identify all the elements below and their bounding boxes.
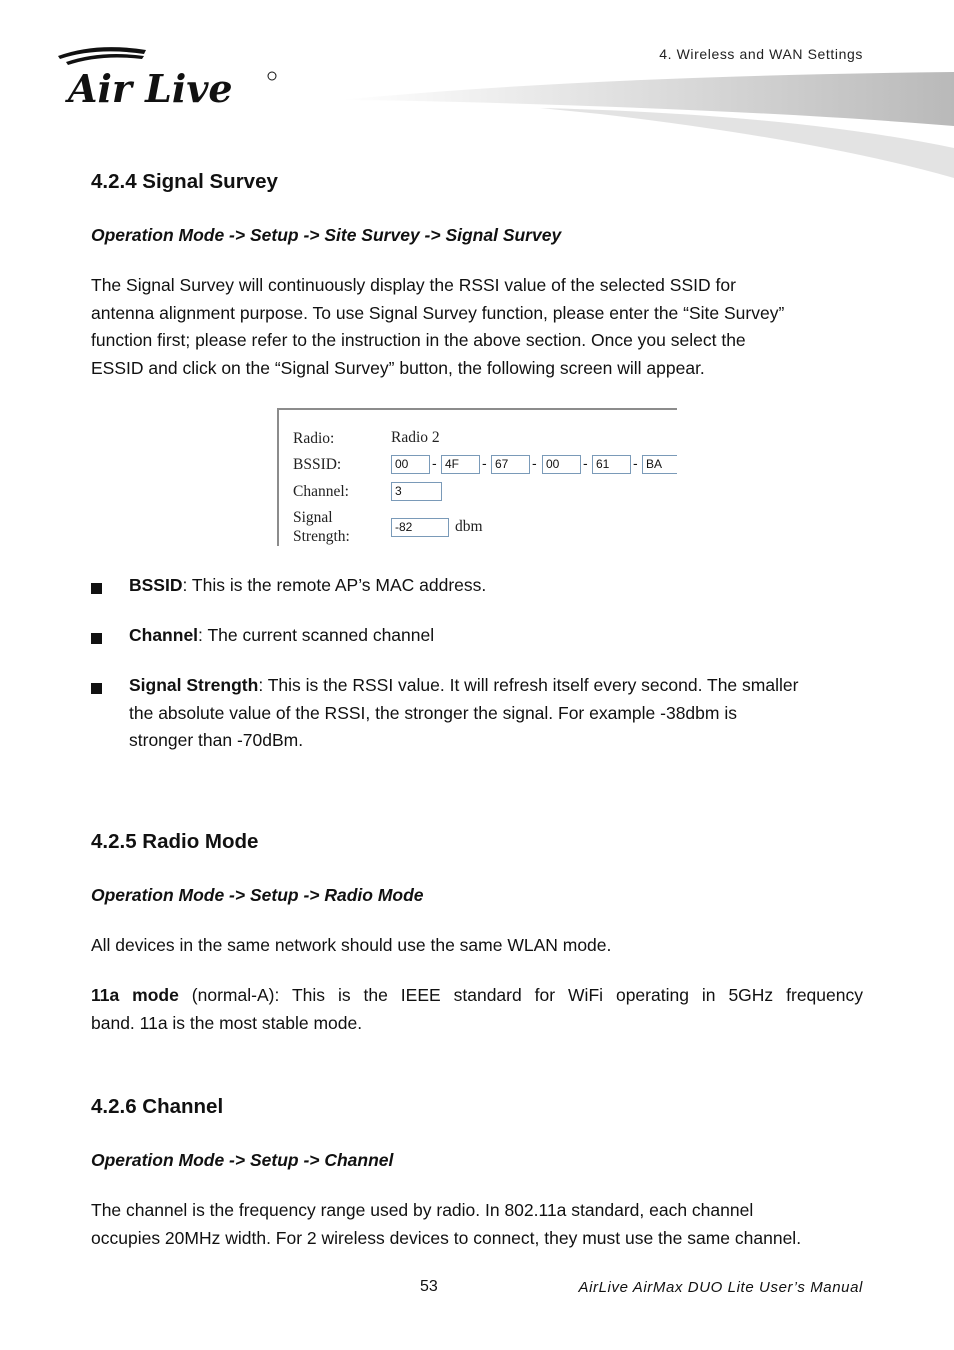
- paragraph-line: The channel is the frequency range used by radio. In 802.11a standard, each channel: [91, 1200, 754, 1220]
- mode-term: 11a mode: [91, 985, 179, 1005]
- bssid-separator: -: [583, 455, 588, 471]
- radio-mode-intro: All devices in the same network should use the same WLAN mode.: [91, 935, 612, 955]
- bullet-marker: [91, 625, 105, 649]
- bullet-desc: : This is the remote AP’s MAC address.: [182, 575, 487, 595]
- nav-path-signal-survey: Operation Mode -> Setup -> Site Survey -> Signal Survey: [91, 225, 562, 245]
- paragraph-line: The Signal Survey will continuously display the RSSI value of the selected SSID for: [91, 275, 736, 295]
- bssid-separator: -: [482, 455, 487, 471]
- page-number: 53: [420, 1278, 438, 1295]
- paragraph-line: function first; please refer to the instruction in the above section. Once you select the: [91, 330, 746, 350]
- signal-survey-paragraph: [91, 272, 869, 382]
- bssid-separator: -: [633, 455, 638, 471]
- bullet-marker: [91, 675, 105, 699]
- mode-desc: (normal-A): This is the IEEE standard for WiFi operating in 5GHz frequency: [178, 985, 863, 1005]
- bssid-field-4[interactable]: 00: [542, 455, 581, 474]
- manual-title: AirLive AirMax DUO Lite User’s Manual: [578, 1279, 863, 1296]
- bssid-field-5[interactable]: 61: [592, 455, 631, 474]
- nav-path-radio-mode: Operation Mode -> Setup -> Radio Mode: [91, 885, 424, 905]
- bullet-term: BSSID: [129, 575, 183, 595]
- bullet-desc: stronger than -70dBm.: [129, 730, 304, 750]
- signal-label-line2: Strength:: [293, 528, 350, 545]
- paragraph-line: ESSID and click on the “Signal Survey” button, the following screen will appear.: [91, 357, 705, 378]
- section-title-4-2-6: 4.2.6 Channel: [91, 1095, 224, 1118]
- bullet-desc: : The current scanned channel: [198, 625, 435, 645]
- bullet-term: Channel: [129, 625, 199, 645]
- channel-paragraph: [91, 1197, 881, 1252]
- section-title-4-2-5: 4.2.5 Radio Mode: [91, 830, 259, 853]
- airlive-logo: [56, 42, 286, 108]
- mode-desc: band. 11a is the most stable mode.: [91, 1012, 363, 1033]
- radio-label: Radio:: [293, 430, 335, 447]
- chapter-heading: 4. Wireless and WAN Settings: [659, 46, 863, 62]
- nav-path-channel: Operation Mode -> Setup -> Channel: [91, 1150, 394, 1170]
- bullet-bssid: [129, 572, 869, 600]
- channel-field[interactable]: 3: [391, 482, 442, 501]
- bssid-field-1[interactable]: 00: [391, 455, 430, 474]
- radio-value: Radio 2: [391, 429, 440, 446]
- bullet-channel: [129, 622, 869, 650]
- paragraph-line: occupies 20MHz width. For 2 wireless devices to connect, they must use the same channel.: [91, 1227, 802, 1248]
- bullet-desc: : This is the RSSI value. It will refresh itself every second. The smaller: [258, 675, 799, 695]
- bullet-signal-strength: [129, 672, 869, 755]
- bssid-label: BSSID:: [293, 456, 342, 473]
- bssid-field-2[interactable]: 4F: [441, 455, 480, 474]
- signal-survey-screenshot: [277, 408, 677, 546]
- bssid-field-3[interactable]: 67: [491, 455, 530, 474]
- signal-strength-field[interactable]: -82: [391, 518, 449, 537]
- signal-label-line1: Signal: [293, 509, 333, 526]
- bssid-separator: -: [432, 455, 437, 471]
- signal-unit: dbm: [455, 518, 483, 535]
- bullet-marker: [91, 575, 105, 599]
- bssid-field-6[interactable]: BA: [642, 455, 677, 474]
- bullet-term: Signal Strength: [129, 675, 259, 695]
- radio-mode-11a: [91, 982, 863, 1037]
- svg-text:Air Live: Air Live: [68, 66, 233, 108]
- header-swoosh: [340, 68, 954, 183]
- section-title-4-2-4: 4.2.4 Signal Survey: [91, 170, 278, 193]
- paragraph-line: antenna alignment purpose. To use Signal Survey function, please enter the “Site Survey”: [91, 302, 785, 323]
- channel-label: Channel:: [293, 483, 349, 500]
- bssid-separator: -: [532, 455, 537, 471]
- bullet-desc: the absolute value of the RSSI, the stronger the signal. For example -38dbm is: [129, 702, 737, 723]
